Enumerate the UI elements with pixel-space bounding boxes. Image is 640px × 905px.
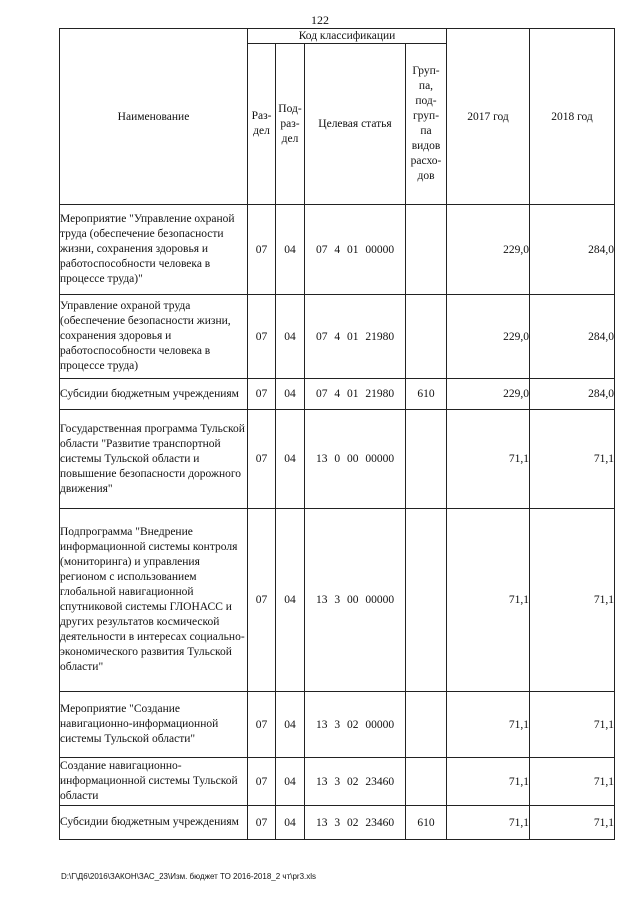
header-code-group: Код классификации [248,29,447,44]
row-podrazdel: 04 [276,295,305,379]
row-expense-group: 610 [406,379,447,410]
row-value-2018: 71,1 [530,509,615,692]
row-name: Мероприятие "Управление охраной труда (обеспечение безопасности жизни, сохранения здоровья и работоспособности человека в процессе труда)" [60,205,248,295]
table-row [60,410,615,509]
row-value-2018: 284,0 [530,379,615,410]
row-value-2018: 284,0 [530,295,615,379]
header-name: Наименование [60,29,248,205]
table-row [60,205,615,295]
table-row [60,806,615,840]
row-value-2018: 71,1 [530,758,615,806]
row-value-2017: 229,0 [447,205,530,295]
row-podrazdel: 04 [276,379,305,410]
row-name: Мероприятие "Создание навигационно-информационной системы Тульской области" [60,692,248,758]
row-value-2018: 284,0 [530,205,615,295]
header-year-2018: 2018 год [530,29,615,205]
header-expense-group: Груп- па, под- груп- па видов расхо- дов [406,44,447,205]
table-row [60,295,615,379]
row-razdel: 07 [248,758,276,806]
row-razdel: 07 [248,379,276,410]
row-expense-group [406,410,447,509]
row-razdel: 07 [248,205,276,295]
row-value-2017: 229,0 [447,379,530,410]
row-target-article: 07 4 01 00000 [305,205,406,295]
row-name: Управление охраной труда (обеспечение безопасности жизни, сохранения здоровья и работоспособности человека в процессе труда) [60,295,248,379]
budget-table [59,28,615,840]
row-name: Подпрограмма "Внедрение информационной системы контроля (мониторинга) и управления регионом с использованием глобальной навигационной спутниковой системы ГЛОНАСС и других результатов космической деятельности в интересах социально-экономического развития Тульской области" [60,509,248,692]
header-target-article: Целевая статья [305,44,406,205]
row-value-2018: 71,1 [530,410,615,509]
row-name: Государственная программа Тульской области "Развитие транспортной системы Тульской области и повышение безопасности дорожного движения" [60,410,248,509]
row-podrazdel: 04 [276,410,305,509]
row-podrazdel: 04 [276,758,305,806]
row-expense-group [406,692,447,758]
row-podrazdel: 04 [276,205,305,295]
row-value-2017: 71,1 [447,692,530,758]
row-expense-group [406,295,447,379]
row-name: Субсидии бюджетным учреждениям [60,379,248,410]
header-razdel: Раз- дел [248,44,276,205]
table-row [60,758,615,806]
row-value-2018: 71,1 [530,692,615,758]
row-podrazdel: 04 [276,806,305,840]
page-number: 122 [311,13,329,27]
row-target-article: 13 3 00 00000 [305,509,406,692]
row-razdel: 07 [248,692,276,758]
file-path-footer: D:\Г\Д6\2016\ЗАКОН\ЗАС_23\Изм. бюджет ТО 2016-2018_2 чт\pr3.xls [61,872,317,881]
row-expense-group: 610 [406,806,447,840]
row-value-2017: 229,0 [447,295,530,379]
row-razdel: 07 [248,509,276,692]
row-value-2017: 71,1 [447,509,530,692]
row-target-article: 07 4 01 21980 [305,379,406,410]
header-year-2017: 2017 год [447,29,530,205]
row-razdel: 07 [248,410,276,509]
row-target-article: 13 3 02 23460 [305,758,406,806]
row-target-article: 13 3 02 00000 [305,692,406,758]
row-razdel: 07 [248,806,276,840]
row-target-article: 13 0 00 00000 [305,410,406,509]
row-expense-group [406,205,447,295]
row-value-2018: 71,1 [530,806,615,840]
row-target-article: 07 4 01 21980 [305,295,406,379]
row-value-2017: 71,1 [447,758,530,806]
row-podrazdel: 04 [276,692,305,758]
row-value-2017: 71,1 [447,806,530,840]
row-name: Субсидии бюджетным учреждениям [60,806,248,840]
row-name: Создание навигационно-информационной системы Тульской области [60,758,248,806]
row-target-article: 13 3 02 23460 [305,806,406,840]
row-expense-group [406,758,447,806]
header-podrazdel: Под- раз- дел [276,44,305,205]
row-podrazdel: 04 [276,509,305,692]
table-row [60,692,615,758]
row-value-2017: 71,1 [447,410,530,509]
row-expense-group [406,509,447,692]
table-row [60,509,615,692]
table-row [60,379,615,410]
row-razdel: 07 [248,295,276,379]
